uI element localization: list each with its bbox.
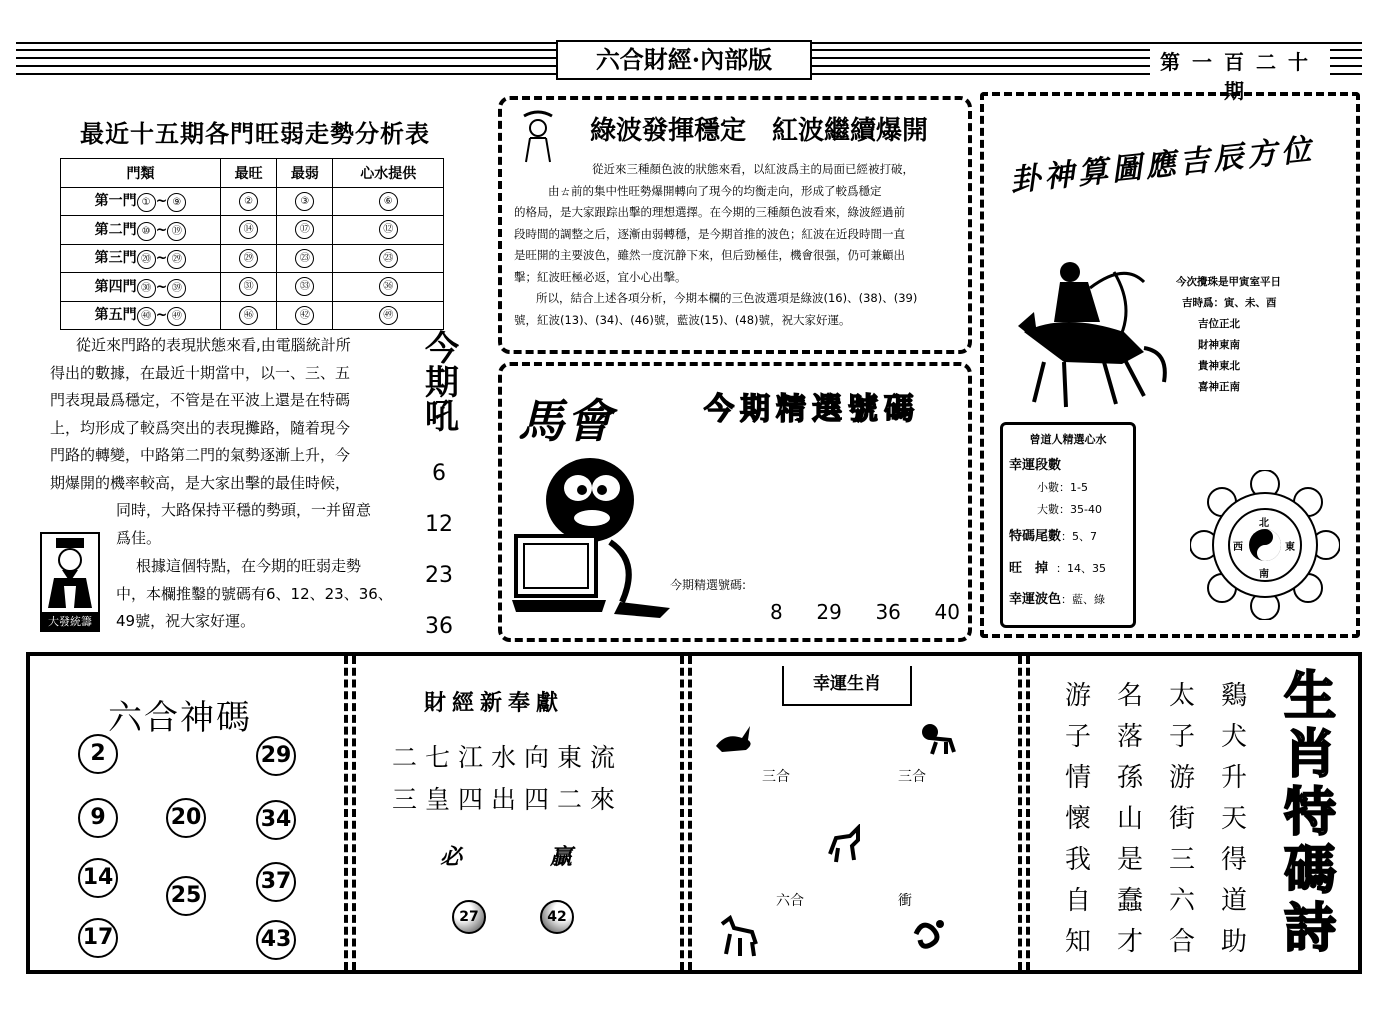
horse-numbers [770,600,960,624]
gate-from: ㉚ [137,279,156,298]
lucky-number: 37 [256,862,296,902]
tail-value: ：5、7 [1061,530,1098,543]
tip-cell: ㊾ [379,306,398,325]
wave-body [514,159,960,331]
roar-number: 12 [425,512,453,537]
compass-south: 南 [1259,569,1269,580]
lucky-range-label: 幸運段數 [1009,458,1062,473]
poem-column: 名落孫山是蠢才 [1116,681,1143,957]
caijing-line-2: 三皇四出四二來 [392,785,624,814]
table-row: 第四門 ㉚ ~ ㊴ ㉛ ㉝ ㊱ [61,273,444,302]
info-line: 財神東南 [1198,339,1240,351]
horse-number: 36 [875,600,901,624]
info-line: 貴神東北 [1198,360,1240,372]
lucky-number: 17 [78,918,118,958]
gate-from: ⑩ [137,222,156,241]
big-range: 大數：35-40 [1037,503,1102,516]
gate-to: ㊾ [167,307,186,326]
max-cell: ⑭ [239,220,258,239]
lucky-number: 9 [78,798,118,838]
lucky-number: 20 [166,798,206,838]
text-line: 根據這個特點，在今期的旺弱走勢 [136,557,362,575]
column-header: 最旺 [221,159,277,188]
min-cell: ㉝ [295,277,314,296]
emperor-illustration [40,532,100,632]
wang-value: ：14、35 [1056,562,1107,575]
text-line: 從近來三種顏色波的狀態來看，以紅波爲主的局面已經被打破， [592,162,914,176]
analysis-table [60,158,444,330]
ball-42 [540,900,574,934]
horse-number: 8 [770,600,783,624]
roar-numbers [414,448,464,652]
gate-label: 第五門 [94,307,137,324]
mascot-illustration [510,452,680,626]
compass-west: 西 [1233,542,1243,553]
lucky-number: 2 [78,734,118,774]
monkey-icon [916,720,960,756]
lucky-number: 25 [166,876,206,916]
tail-row [1003,521,1133,553]
fortune-title: 卦神算圖應吉辰方位 [1008,132,1317,199]
tip-cell: ⑫ [379,220,398,239]
ball-number: 27 [459,909,479,925]
text-line: 所以，結合上述各項分析，今期本欄的三色波選項是綠波(16)、(38)、(39) [536,291,918,305]
lucky-number: 14 [78,858,118,898]
text-line: 從近來門路的表現狀態來看,由電腦統計所 [76,336,351,354]
color-label: 幸運波色 [1009,592,1062,607]
gate-from: ① [137,193,156,212]
text-line: 的格局，是大家跟踪出擊的理想選擇。在今期的三種顏色波看來，綠波經過前 [514,205,905,219]
compass-flower-icon [1190,470,1340,620]
stamp-label: 大發統籌 [42,612,98,632]
gate-to: ⑲ [167,222,186,241]
liuhe-label: 六合 [776,893,804,909]
ball-number: 42 [547,909,567,925]
min-cell: ㊷ [295,306,314,325]
tips-box [1000,422,1136,628]
archer-horseman-icon [1004,252,1174,422]
emperor-icon [42,534,98,608]
poem-column: 太子游街三六合 [1168,681,1195,957]
shenma-title: 六合神碼 [108,698,252,738]
lucky-number: 29 [256,736,296,776]
rabbit-icon [712,722,756,758]
roar-number: 23 [425,563,453,588]
caijing-line-1: 二七江水向東流 [392,743,624,772]
gate-label: 第一門 [94,193,137,210]
lucky-number: 34 [256,800,296,840]
text-line: 得出的數據，在最近十期當中，以一、三、五 [50,363,351,382]
compass-diagram [1190,470,1340,620]
roar-title-text: 今期吼 [425,329,459,437]
text-line: 是旺開的主要波色，雖然一度沉静下來，但后勁極佳，機會很强，仍可兼顧出 [514,248,905,262]
column-header: 心水提供 [333,159,444,188]
gate-from: ⑳ [137,250,156,269]
horseman-illustration [1004,252,1174,426]
text-line: 同時，大路保持平穩的勢頭，一并留意 [116,501,372,519]
chong-label: 衝 [898,893,912,909]
gate-label: 第三門 [94,250,137,267]
info-line: 喜神正南 [1198,381,1240,393]
gate-to: ㊴ [167,279,186,298]
snake-icon [912,916,948,952]
wang-row [1003,553,1133,585]
gate-from: ㊵ [137,307,156,326]
horse-number: 40 [934,600,960,624]
column-header: 最弱 [277,159,333,188]
tip-cell: ⑥ [379,192,398,211]
ball-27 [452,900,486,934]
zodiac-title: 幸運生肖 [813,674,881,694]
roar-number: 6 [432,461,446,486]
analysis-title: 最近十五期各門旺弱走勢分析表 [80,119,430,148]
text-line: 門路的轉變，中路第二門的氣勢逐漸上升，今 [50,446,351,464]
color-row [1003,585,1133,615]
fortune-info [1176,272,1281,398]
info-line: 吉時爲：寅、未、酉 [1182,297,1277,309]
lucky-number: 43 [256,920,296,960]
wang-label: 旺 掉 [1009,561,1049,576]
max-cell: ㉛ [239,277,258,296]
wave-title: 綠波發揮穩定 紅波繼續爆開 [590,116,929,146]
text-line: 中，本欄推鑿的號碼有6、12、23、36、 [116,584,393,603]
gate-label: 第二門 [94,221,137,238]
column-header: 門類 [61,159,221,188]
table-row: 第三門 ⑳ ~ ㉙ ㉙ ㉓ ㉓ [61,244,444,273]
tip-cell: ㊱ [379,277,398,296]
sanhe-label-2: 三合 [898,769,926,785]
sanhe-label-1: 三合 [762,769,790,785]
tail-label: 特碼尾數 [1009,529,1062,544]
table-row: 第二門 ⑩ ~ ⑲ ⑭ ⑰ ⑫ [61,216,444,245]
horse-banner: 今期精選號碼 [704,392,920,427]
min-cell: ㉓ [295,249,314,268]
caijing-title: 財經新奉獻 [424,690,565,716]
info-line: 吉位正北 [1198,318,1240,330]
poem-title: 生肖特碼詩 [1283,666,1336,959]
text-line: 49號，祝大家好運。 [116,612,256,630]
table-row: 第五門 ㊵ ~ ㊾ ㊻ ㊷ ㊾ [61,301,444,330]
analysis-paragraph-2 [116,553,406,636]
tip-cell: ㉓ [379,249,398,268]
analysis-paragraph-1 [50,332,400,552]
text-line: 擊；紅波旺極必返，宜小心出擊。 [514,269,687,284]
poem-column: 游子情懷我自知 [1064,681,1091,957]
max-cell: ② [239,192,258,211]
roar-number: 36 [425,614,453,639]
table-header-row [61,159,444,188]
text-line: 爲佳。 [116,528,162,547]
small-range: 小數：1-5 [1037,481,1088,494]
penguin-computer-icon [510,452,680,622]
text-line: 號，紅波(13)、(34)、(46)號，藍波(15)、(48)號，祝大家好運。 [514,312,851,327]
dog-icon [826,824,862,864]
poem-column: 鷄犬升天得道助 [1220,681,1247,957]
ying-char: 贏 [550,844,573,870]
compass-north: 北 [1259,518,1269,529]
bi-char: 必 [440,844,463,870]
horse-numbers-caption: 今期精選號碼: [670,578,747,592]
min-cell: ⑰ [295,220,314,239]
masthead-title: 六合財經·內部版 [556,40,812,80]
horse-number: 29 [816,600,842,624]
gate-to: ㉙ [167,250,186,269]
color-value: ：藍、綠 [1061,593,1106,606]
compass-east: 東 [1285,542,1295,553]
horse-title: 馬會 [518,394,614,448]
text-line: 由ㄊ前的集中性旺勢爆開轉向了現今的均衡走向，形成了較爲穩定 [548,183,882,198]
poem-columns [1060,676,1266,966]
divider [680,656,692,970]
issue-number: 第一百二十期 [1150,46,1330,104]
min-cell: ③ [295,192,314,211]
gate-to: ⑨ [167,193,186,212]
info-line: 今次攪珠是甲寅室平日 [1176,276,1281,288]
text-line: 上，均形成了較爲突出的表現攤路，隨着現今 [50,418,351,437]
roar-title [417,329,467,437]
max-cell: ㊻ [239,306,258,325]
text-line: 段時間的調整之后，逐漸由弱轉穩，是今期首推的波色；紅波在近段時間一直 [514,226,905,241]
table-row: 第一門 ① ~ ⑨ ② ③ ⑥ [61,187,444,216]
gate-label: 第四門 [94,278,137,295]
divider [344,656,356,970]
text-line: 期爆開的機率較高，是大家出擊的最佳時候， [50,473,351,492]
horse-icon [716,914,760,958]
max-cell: ㉙ [239,249,258,268]
zodiac-title-box [782,666,912,706]
divider [1018,656,1030,970]
tips-title: 曾道人精選心水 [1029,433,1107,446]
text-line: 門表現最爲穩定，不管是在平波上還是在特碼 [50,391,351,409]
